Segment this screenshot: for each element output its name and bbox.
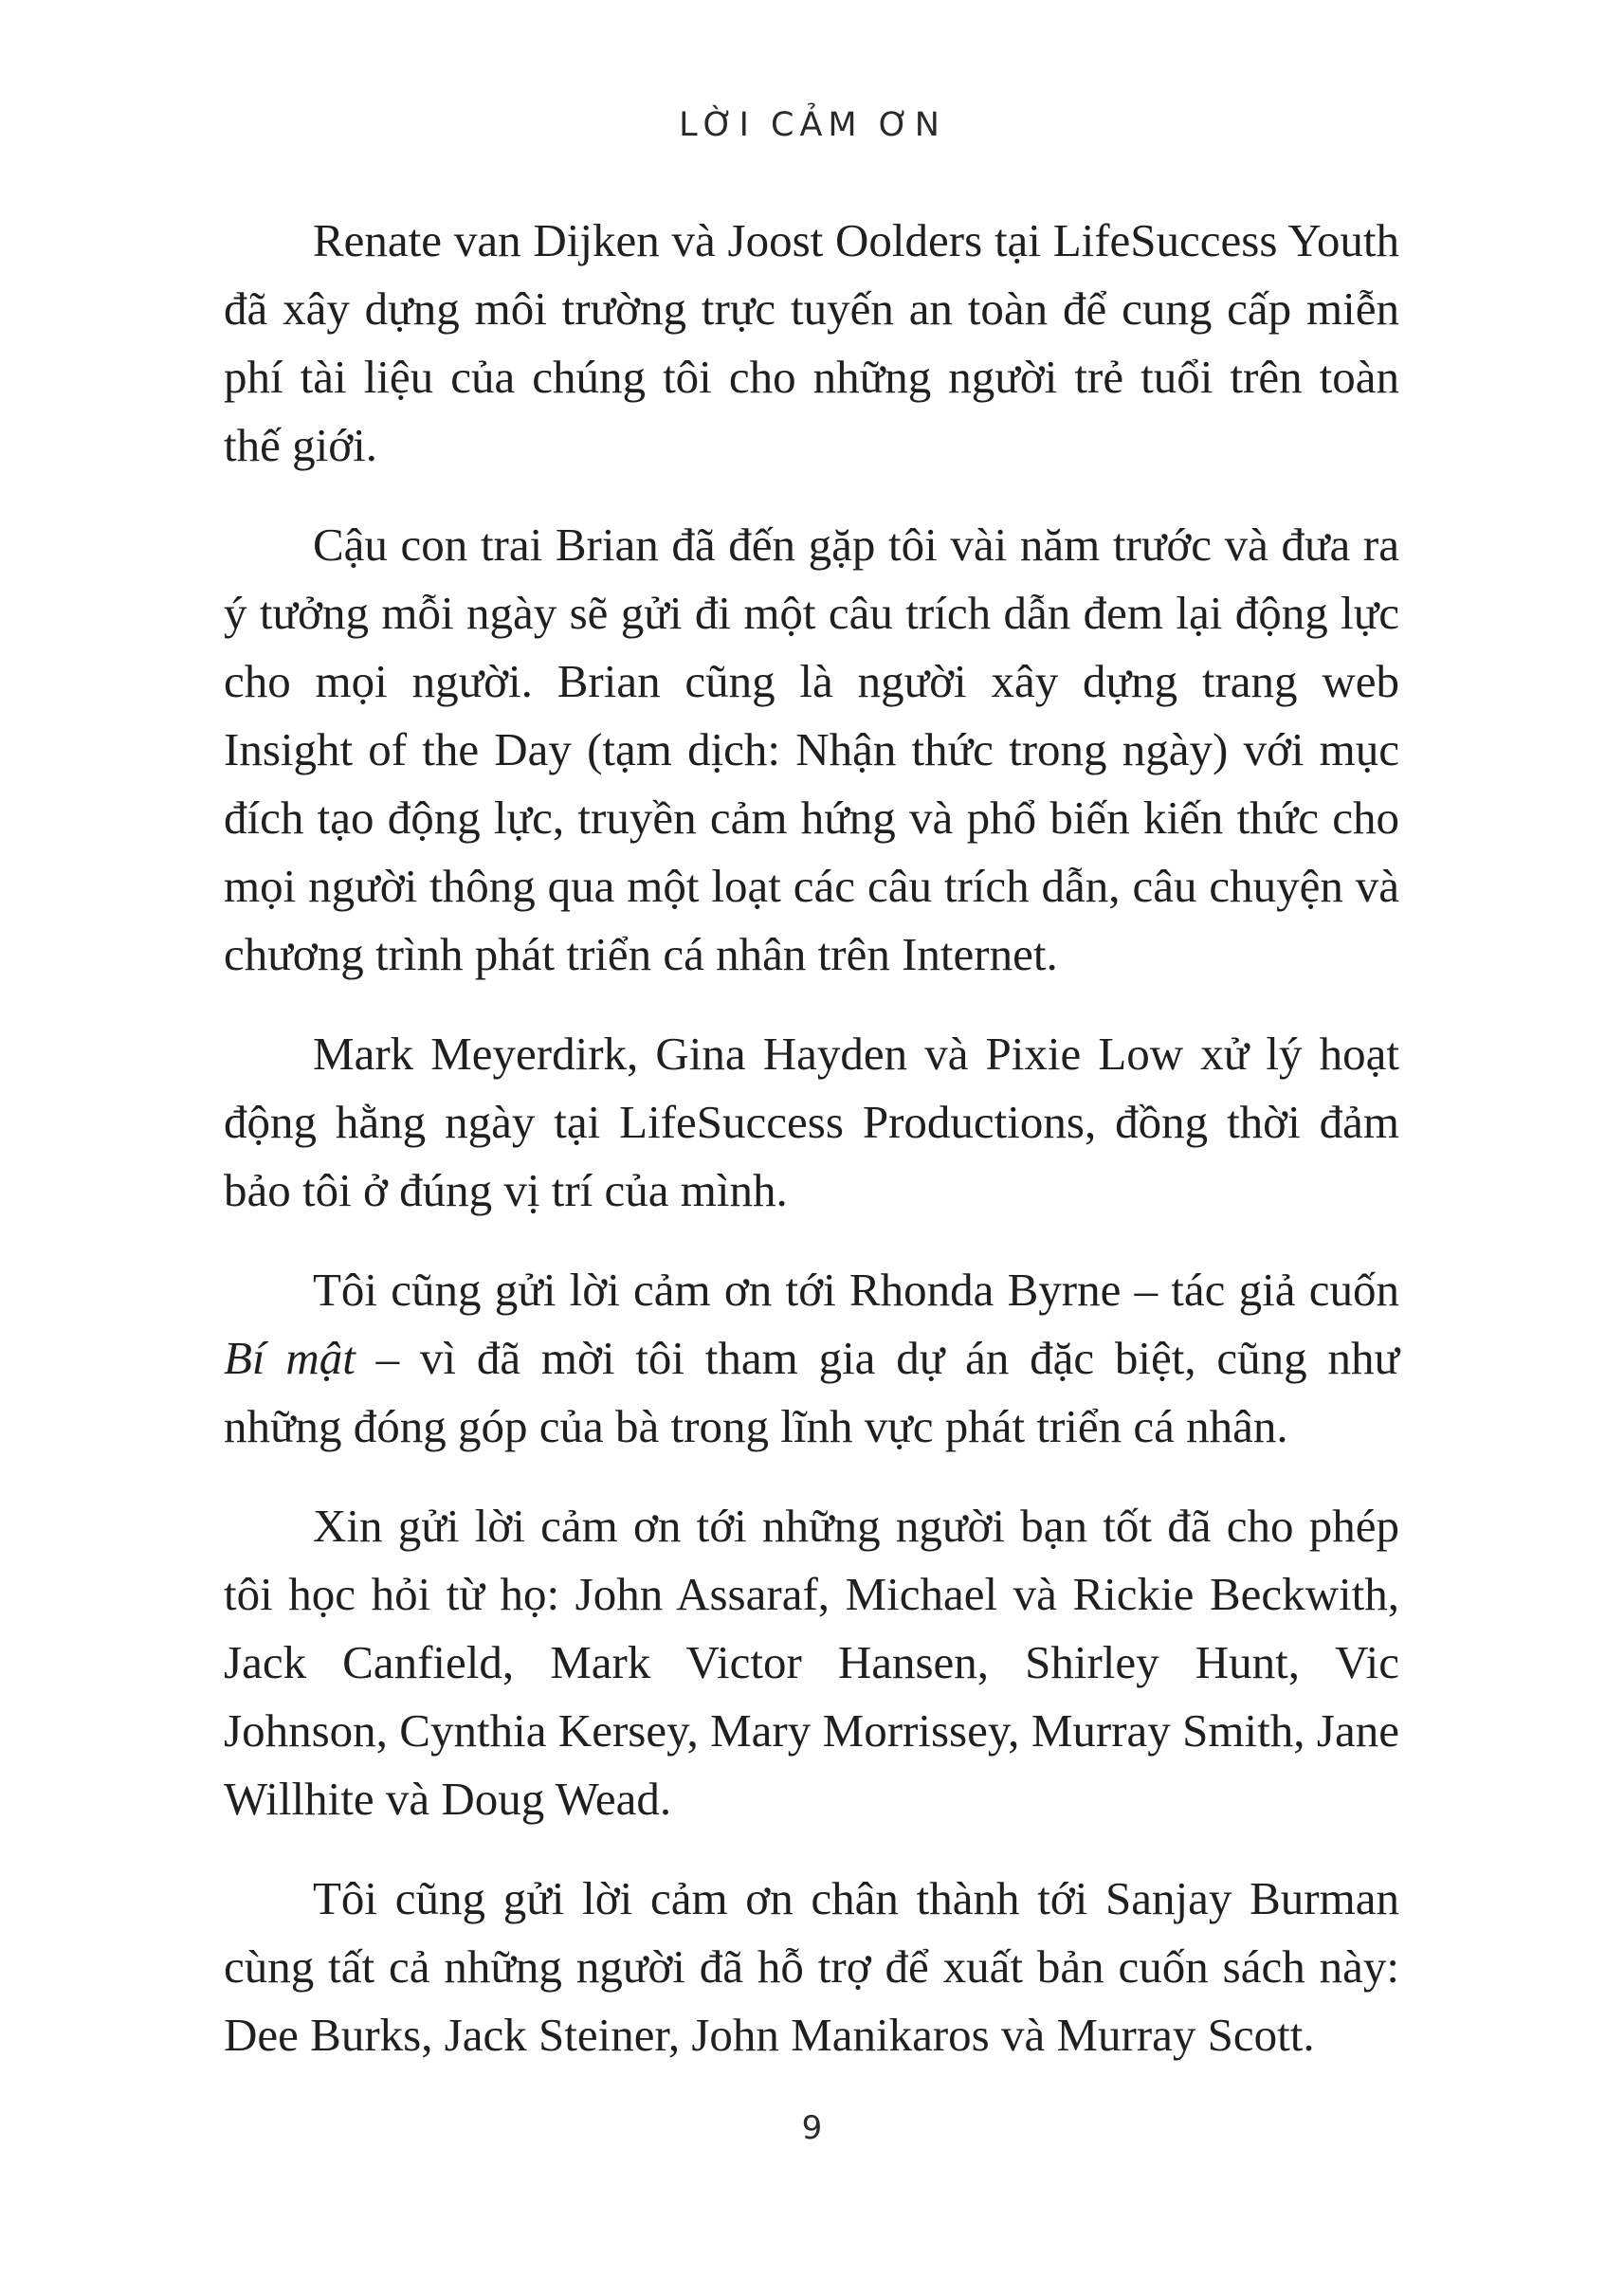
paragraph-4-end: – vì đã mời tôi tham gia dự án đặc biệt, cũng như những đóng góp của bà trong lĩnh vực phát triển cá nhân. [224,1332,1400,1452]
paragraph-3: Mark Meyerdirk, Gina Hayden và Pixie Low xử lý hoạt động hằng ngày tại LifeSuccess Productions, đồng thời đảm bảo tôi ở đúng vị trí của mình. [224,1028,1399,1216]
paragraph-5: Xin gửi lời cảm ơn tới những người bạn tốt đã cho phép tôi học hỏi từ họ: John Assaraf, Michael và Rickie Beckwith, Jack Canfield, Mark Victor Hansen, Shirley Hunt, Vic Johnson, Cynthia Kersey, Mary Morrissey, Murray Smith, Jane Willhite và Doug Wead. [224,1500,1399,1825]
body-text [224,207,1399,2101]
paragraph-4-start: Tôi cũng gửi lời cảm ơn tới Rhonda Byrne – tác giả cuốn [313,1264,1399,1316]
paragraph-1: Renate van Dijken và Joost Oolders tại LifeSuccess Youth đã xây dựng môi trường trực tuyến an toàn để cung cấp miễn phí tài liệu của chúng tôi cho những người trẻ tuổi trên toàn thế giới. [224,214,1399,471]
paragraph-2: Cậu con trai Brian đã đến gặp tôi vài năm trước và đưa ra ý tưởng mỗi ngày sẽ gửi đi một câu trích dẫn đem lại động lực cho mọi người. Brian cũng là người xây dựng trang web Insight of the Day (tạm dịch: Nhận thức trong ngày) với mục đích tạo động lực, truyền cảm hứng và phổ biến kiến thức cho mọi người thông qua một loạt các câu trích dẫn, câu chuyện và chương trình phát triển cá nhân trên Internet. [224,519,1399,980]
paragraph-4 [224,1256,1399,1461]
paragraph-6: Tôi cũng gửi lời cảm ơn chân thành tới Sanjay Burman cùng tất cả những người đã hỗ trợ để xuất bản cuốn sách này: Dee Burks, Jack Steiner, John Manikaros và Murray Scott. [224,1872,1399,2061]
running-head: LỜI CẢM ƠN [679,106,945,144]
book-title-italic: Bí mật [224,1332,356,1384]
page-number: 9 [801,2109,823,2147]
